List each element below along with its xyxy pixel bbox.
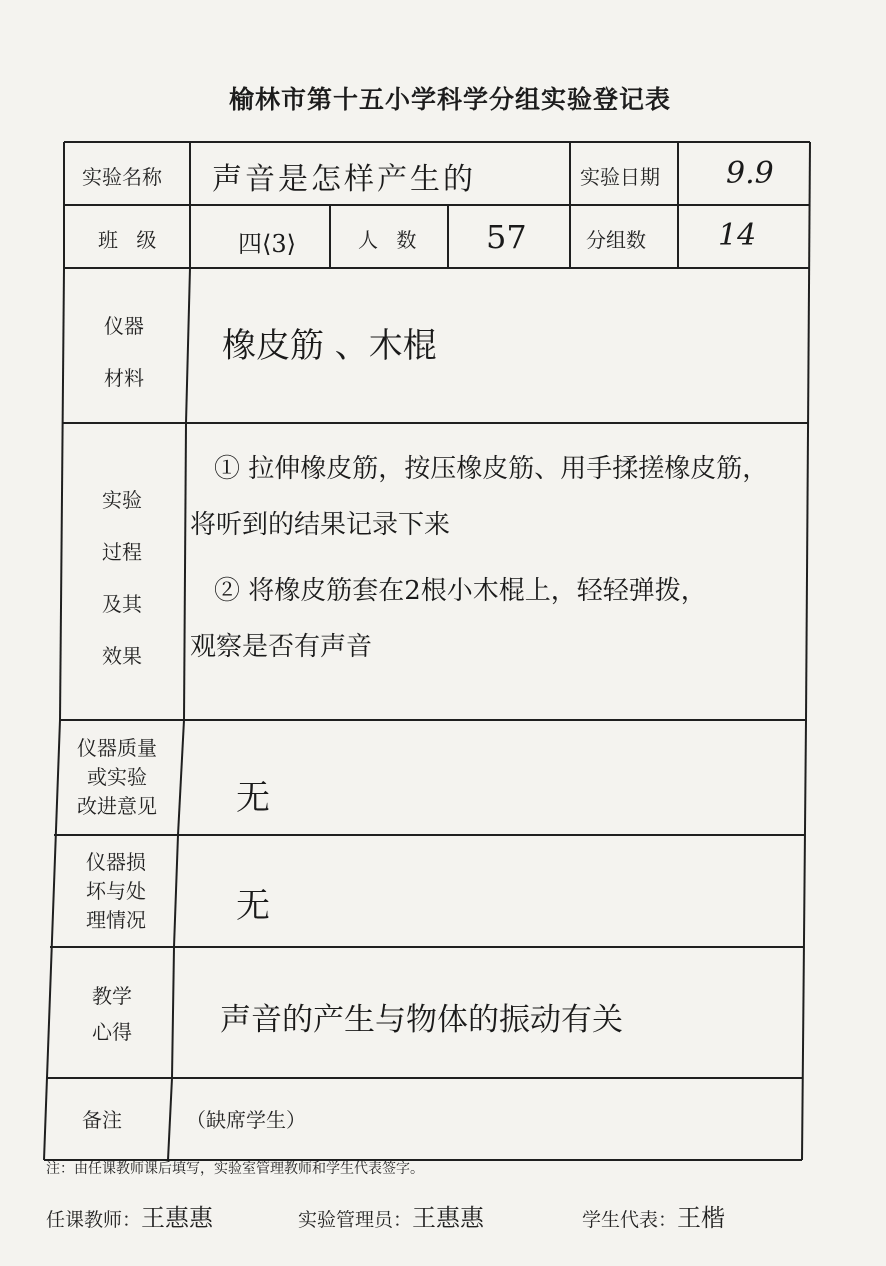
- damage-label-line2: 坏与处: [86, 879, 146, 903]
- quality-label: [64, 734, 170, 821]
- equipment-label: [86, 300, 162, 404]
- quality-label-line2: 或实验: [87, 765, 147, 789]
- class-value: 四⟨3⟩: [238, 230, 296, 258]
- admin-signature: [298, 1198, 484, 1233]
- student-signature: [582, 1198, 725, 1233]
- remarks-value: （缺席学生）: [186, 1108, 306, 1132]
- process-line-3: ② 将橡皮筋套在2根小木棍上，轻轻弹拨，: [214, 576, 707, 606]
- experiment-name-label: 实验名称: [82, 165, 162, 189]
- process-label-line4: 效果: [102, 644, 142, 668]
- headcount-value: 57: [486, 218, 527, 256]
- class-label: 班 级: [98, 228, 163, 252]
- damage-label: [66, 848, 166, 935]
- teacher-signature: [46, 1198, 213, 1233]
- reflection-label-line1: 教学: [92, 984, 132, 1008]
- process-line-4: 观察是否有声音: [190, 632, 373, 662]
- group-count-label: 分组数: [586, 228, 646, 252]
- teacher-signature-name: 王惠惠: [141, 1204, 214, 1232]
- quality-label-line1: 仪器质量: [77, 736, 157, 760]
- quality-label-line3: 改进意见: [77, 794, 157, 818]
- admin-signature-name: 王惠惠: [412, 1204, 485, 1232]
- experiment-name-value: 声音是怎样产生的: [212, 162, 476, 197]
- damage-value: 无: [236, 886, 270, 926]
- experiment-date-value: 9.9: [726, 156, 774, 191]
- form-title: 榆林市第十五小学科学分组实验登记表: [228, 85, 671, 114]
- process-label: [84, 474, 160, 682]
- equipment-label-line2: 材料: [104, 366, 144, 390]
- reflection-label-line2: 心得: [92, 1020, 132, 1044]
- process-label-line2: 过程: [102, 540, 142, 564]
- process-label-line3: 及其: [102, 592, 142, 616]
- group-count-value: 14: [718, 218, 757, 253]
- student-signature-name: 王楷: [677, 1204, 726, 1232]
- equipment-value: 橡皮筋 、木棍: [222, 326, 437, 366]
- process-line-2: 将听到的结果记录下来: [190, 510, 451, 540]
- student-signature-label: 学生代表：: [582, 1209, 678, 1231]
- damage-label-line1: 仪器损: [86, 850, 146, 874]
- experiment-date-label: 实验日期: [580, 165, 660, 189]
- admin-signature-label: 实验管理员：: [298, 1209, 413, 1231]
- process-line-1: ① 拉伸橡皮筋，按压橡皮筋、用手揉搓橡皮筋，: [214, 454, 769, 484]
- process-label-line1: 实验: [102, 488, 142, 512]
- teacher-signature-label: 任课教师：: [46, 1209, 142, 1231]
- footnote: 注：由任课教师课后填写，实验室管理教师和学生代表签字。: [46, 1161, 424, 1177]
- quality-value: 无: [236, 778, 270, 818]
- reflection-value: 声音的产生与物体的振动有关: [220, 1002, 623, 1038]
- headcount-label: 人 数: [358, 228, 423, 252]
- reflection-label: [72, 978, 152, 1050]
- remarks-label: 备注: [82, 1108, 122, 1132]
- damage-label-line3: 理情况: [86, 908, 146, 932]
- equipment-label-line1: 仪器: [104, 314, 144, 338]
